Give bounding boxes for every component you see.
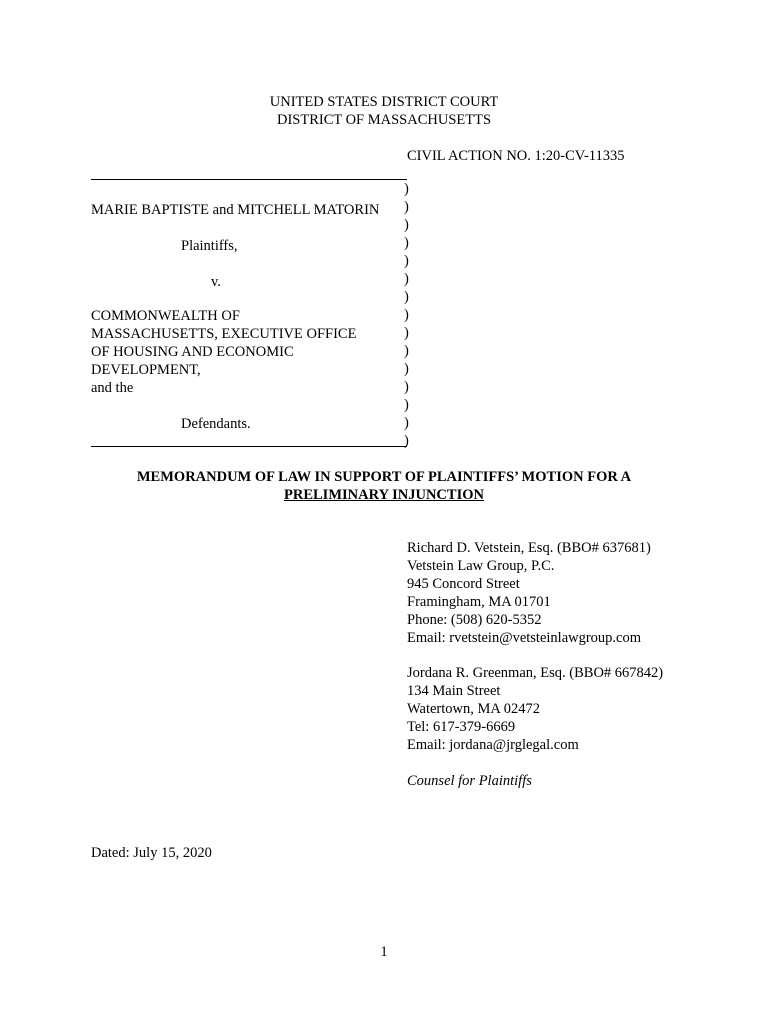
caption-paren: ): [404, 181, 409, 197]
court-district: DISTRICT OF MASSACHUSETTS: [276, 112, 492, 128]
page-number: 1: [380, 944, 388, 960]
caption-top-rule: [91, 179, 407, 180]
civil-action-number: CIVIL ACTION NO. 1:20-CV-11335: [407, 148, 625, 164]
caption-paren: ): [404, 199, 409, 215]
memo-title-underlined: PRELIMINARY INJUNCTION: [284, 487, 484, 503]
counsel-email: Email: jordana@jrglegal.com: [407, 737, 579, 753]
caption-paren: ): [404, 307, 409, 323]
plaintiffs-label: Plaintiffs,: [181, 238, 238, 254]
counsel-email: Email: rvetstein@vetsteinlawgroup.com: [407, 630, 642, 646]
defendants-label: Defendants.: [181, 416, 251, 432]
memo-title-line1: MEMORANDUM OF LAW IN SUPPORT OF PLAINTIFFS’ MOTION FOR A: [136, 469, 632, 485]
caption-paren: ): [404, 397, 409, 413]
court-name: UNITED STATES DISTRICT COURT: [269, 94, 499, 110]
caption-paren: ): [404, 253, 409, 269]
defendant-line: and the: [91, 380, 134, 396]
defendant-line: DEVELOPMENT,: [91, 362, 201, 378]
caption-paren: ): [404, 361, 409, 377]
counsel-line: Vetstein Law Group, P.C.: [407, 558, 555, 574]
counsel-line: Richard D. Vetstein, Esq. (BBO# 637681): [407, 540, 651, 556]
counsel-line: Watertown, MA 02472: [407, 701, 540, 717]
caption-paren: ): [404, 379, 409, 395]
caption-paren: ): [404, 325, 409, 341]
caption-paren: ): [404, 415, 409, 431]
caption-paren: ): [404, 343, 409, 359]
defendant-line: MASSACHUSETTS, EXECUTIVE OFFICE: [91, 326, 357, 342]
counsel-line: Framingham, MA 01701: [407, 594, 551, 610]
versus-label: v.: [211, 274, 221, 290]
memo-title-line2: [0, 486, 768, 504]
counsel-block-vetstein: [407, 539, 651, 647]
counsel-line: Tel: 617-379-6669: [407, 719, 516, 735]
caption-paren: ): [404, 433, 409, 449]
defendant-line: OF HOUSING AND ECONOMIC: [91, 344, 294, 360]
counsel-line: 134 Main Street: [407, 683, 501, 699]
counsel-line: 945 Concord Street: [407, 576, 520, 592]
counsel-line: Phone: (508) 620-5352: [407, 612, 542, 628]
caption-paren-column: [404, 180, 414, 450]
caption-bottom-rule: [91, 446, 407, 447]
caption-paren: ): [404, 271, 409, 287]
caption-paren: ): [404, 235, 409, 251]
defendant-line: COMMONWEALTH OF: [91, 308, 240, 324]
counsel-line: Jordana R. Greenman, Esq. (BBO# 667842): [407, 665, 664, 681]
caption-paren: ): [404, 217, 409, 233]
counsel-block-greenman: [407, 664, 663, 754]
plaintiff-names: MARIE BAPTISTE and MITCHELL MATORIN: [91, 202, 380, 218]
caption-paren: ): [404, 289, 409, 305]
counsel-for-plaintiffs: Counsel for Plaintiffs: [407, 773, 532, 789]
dated-line: Dated: July 15, 2020: [91, 845, 212, 861]
